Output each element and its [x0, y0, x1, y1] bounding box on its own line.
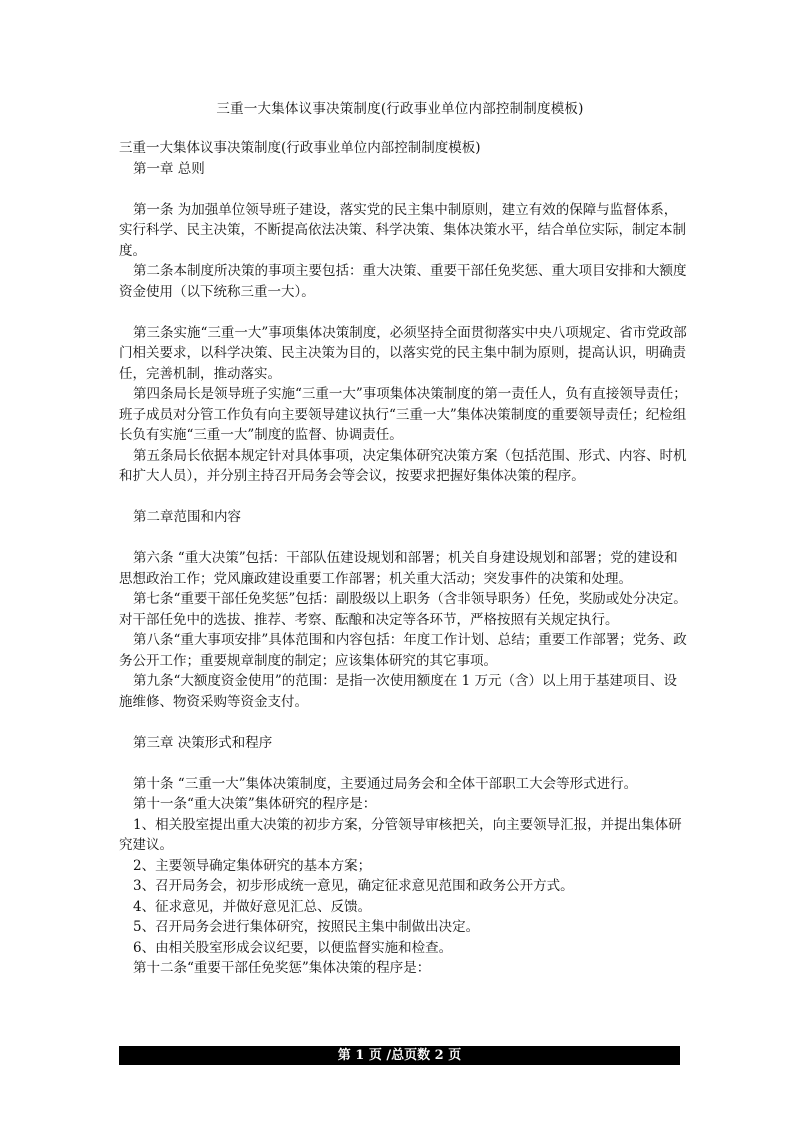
- chapter-1-heading: 第一章 总则: [133, 160, 205, 177]
- page-number-label: 第 1 页 /总页数 2 页: [337, 1048, 462, 1063]
- page-footer: [119, 1046, 680, 1065]
- article-9: 第九条“大额度资金使用”的范围：是指一次使用额度在 1 万元（含）以上用于基建项目、设施维修、物资采购等资金支付。: [119, 673, 677, 710]
- article-12: 第十二条“重要干部任免奖惩”集体决策的程序是：: [133, 960, 431, 976]
- article-11: 第十一条“重大决策”集体研究的程序是：: [133, 796, 377, 812]
- article-7: 第七条“重要干部任免奖惩”包括：副股级以上职务（含非领导职务）任免，奖励或处分决定。对干部任免中的选拔、推荐、考察、酝酿和决定等各环节，严格按照有关规定执行。: [119, 591, 687, 628]
- procedure-step-4: 4、征求意见，并做好意见汇总、反馈。: [133, 898, 372, 915]
- procedure-step-3: 3、召开局务会，初步形成统一意见，确定征求意见范围和政务公开方式。: [133, 878, 574, 894]
- article-3: 第三条实施“三重一大”事项集体决策制度，必须坚持全面贯彻落实中央八项规定、省市党政部门相关要求，以科学决策、民主决策为目的，以落实党的民主集中制为原则，提高认识，明确责任，完善机制，推动落实。: [119, 324, 687, 382]
- page-title: 三重一大集体议事决策制度(行政事业单位内部控制制度模板): [216, 101, 584, 117]
- article-5: 第五条局长依据本规定针对具体事项，决定集体研究决策方案（包括范围、形式、内容、时机和扩大人员），并分别主持召开局务会等会议，按要求把握好集体决策的程序。: [119, 447, 687, 484]
- article-10: 第十条 “三重一大”集体决策制度，主要通过局务会和全体干部职工大会等形式进行。: [133, 775, 638, 792]
- article-6: 第六条 “重大决策”包括：干部队伍建设规划和部署；机关自身建设规划和部署；党的建设和思想政治工作；党风廉政建设重要工作部署；机关重大活动；突发事件的决策和处理。: [119, 550, 678, 587]
- procedure-step-2: 2、主要领导确定集体研究的基本方案；: [133, 857, 372, 874]
- document-subtitle: 三重一大集体议事决策制度(行政事业单位内部控制制度模板): [119, 140, 481, 156]
- article-8: 第八条“重大事项安排”具体范围和内容包括：年度工作计划、总结；重要工作部署；党务、政务公开工作；重要规章制度的制定；应该集体研究的其它事项。: [119, 632, 687, 669]
- procedure-step-1: 1、相关股室提出重大决策的初步方案，分管领导审核把关，向主要领导汇报，并提出集体研究建议。: [119, 816, 682, 853]
- procedure-step-6: 6、由相关股室形成会议纪要，以便监督实施和检查。: [133, 939, 453, 956]
- article-4: 第四条局长是领导班子实施“三重一大”事项集体决策制度的第一责任人，负有直接领导责任；班子成员对分管工作负有向主要领导建议执行“三重一大”集体决策制度的重要领导责任；纪检组长负有实施“三重一大”制度的监督、协调责任。: [119, 386, 687, 443]
- article-1: 第一条 为加强单位领导班子建设，落实党的民主集中制原则，建立有效的保障与监督体系，实行科学、民主决策，不断提高依法决策、科学决策、集体决策水平，结合单位实际，制定本制度。: [119, 201, 686, 259]
- chapter-3-heading: 第三章 决策形式和程序: [133, 734, 273, 751]
- chapter-2-heading: 第二章范围和内容: [133, 509, 241, 525]
- document-body: [119, 138, 687, 979]
- article-2: 第二条本制度所决策的事项主要包括：重大决策、重要干部任免奖惩、重大项目安排和大额度资金使用（以下统称三重一大）。: [119, 263, 687, 300]
- procedure-step-5: 5、召开局务会进行集体研究，按照民主集中制做出决定。: [133, 919, 480, 935]
